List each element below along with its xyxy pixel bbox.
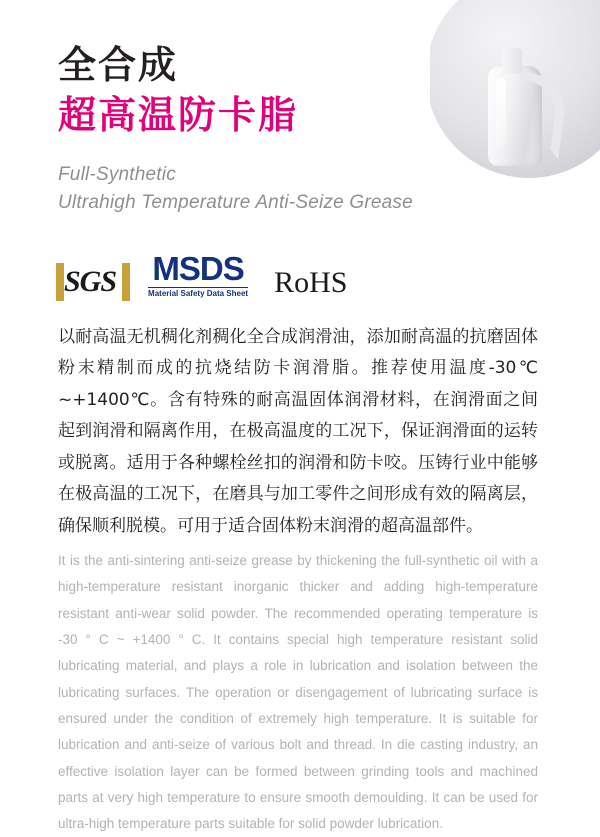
rohs-icon: RoHS [274, 266, 348, 299]
page-title-block [58, 42, 478, 216]
msds-sublabel: Material Safety Data Sheet [148, 289, 249, 298]
title-english [58, 161, 478, 216]
certification-logos [62, 252, 347, 298]
description-chinese: 以耐高温无机稠化剂稠化全合成润滑油，添加耐高温的抗磨固体粉末精制而成的抗烧结防卡润滑脂。推荐使用温度-30℃ ~+1400℃。含有特殊的耐高温固体润滑材料，在润滑面之间起到润滑和隔离作用，在极高温度的工况下，保证润滑面的运转或脱离。适用于各种螺栓丝扣的润滑和防卡咬。压铸行业中能够在极高温的工况下，在磨具与加工零件之间形成有效的隔离层，确保顺利脱模。可用于适合固体粉末润滑的超高温部件。 [58, 327, 538, 536]
msds-icon [148, 252, 248, 298]
bottle-nozzle [505, 71, 570, 160]
title-english-line1: Full-Synthetic [58, 164, 176, 185]
description-english: It is the anti-sintering anti-seize grease by thickening the full-synthetic oil with a high-temperature resistant inorganic thicker and adding high-temperature resistant anti-wear solid powder. The recommended operating temperature is -30 ° C ~ +1400 ° C. It contains special high temperature resistant solid lubricating material, and plays a role in lubrication and isolation between the lubricating surfaces. The operation or disengagement of lubricating surface is ensured under the condition of extremely high temperature. It is suitable for lubrication and anti-seize of various bolt and thread. In die casting industry, an effective isolation layer can be formed between grinding tools and machined parts at very high temperature to ensure smooth demoulding. It can be used for ultra-high temperature parts suitable for solid powder lubrication. [58, 553, 538, 832]
grease-bottle-image [480, 48, 566, 168]
bottle-highlight [496, 78, 506, 148]
msds-label: MSDS [152, 250, 244, 287]
title-chinese-secondary: 超高温防卡脂 [58, 92, 299, 137]
sgs-icon: SGS [62, 266, 122, 298]
title-english-line2: Ultrahigh Temperature Anti-Seize Grease [58, 191, 413, 213]
title-chinese-primary: 全合成 [58, 43, 179, 87]
